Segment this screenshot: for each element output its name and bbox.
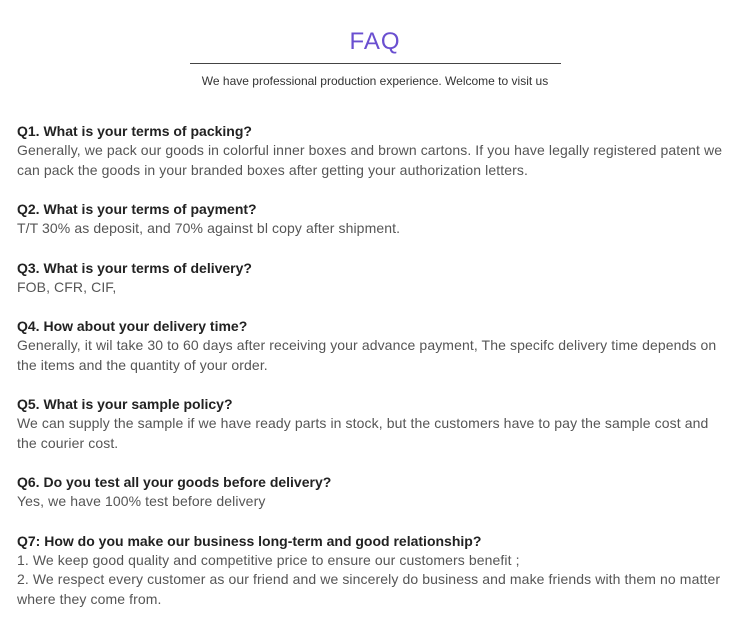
- faq-question: Q6. Do you test all your goods before delivery?: [17, 474, 332, 490]
- title-divider: [190, 63, 561, 64]
- page-subtitle: We have professional production experience. Welcome to visit us: [201, 74, 549, 88]
- faq-question: Q4. How about your delivery time?: [17, 318, 248, 334]
- faq-item-2: [17, 199, 732, 239]
- faq-item-3: [17, 258, 732, 298]
- faq-question: Q2. What is your terms of payment?: [17, 201, 257, 217]
- faq-answer-line: 2. We respect every customer as our friend and we sincerely do business and make friends with them no matter where they come from.: [17, 571, 721, 607]
- faq-answer-line: 1. We keep good quality and competitive price to ensure our customers benefit ;: [17, 551, 520, 568]
- faq-answer: Generally, we pack our goods in colorful inner boxes and brown cartons. If you have legally registered patent we can pack the goods in your branded boxes after getting your authorization letters.: [17, 142, 723, 178]
- faq-question: Q5. What is your sample policy?: [17, 396, 233, 412]
- faq-question: Q7: How do you make our business long-term and good relationship?: [17, 532, 482, 549]
- faq-item-6: [17, 472, 732, 512]
- faq-answer: Yes, we have 100% test before delivery: [17, 493, 266, 509]
- faq-question: Q1. What is your terms of packing?: [17, 123, 252, 139]
- page-title: FAQ: [349, 28, 401, 55]
- faq-answer: FOB, CFR, CIF,: [17, 278, 117, 295]
- faq-answer: Generally, it wil take 30 to 60 days after receiving your advance payment, The specifc delivery time depends on the items and the quantity of your order.: [17, 337, 717, 373]
- faq-item-7: [17, 531, 732, 610]
- faq-answer: We can supply the sample if we have ready parts in stock, but the customers have to pay the sample cost and the courier cost.: [17, 415, 709, 451]
- faq-answer: T/T 30% as deposit, and 70% against bl copy after shipment.: [17, 220, 401, 236]
- faq-item-4: [17, 316, 732, 375]
- faq-question: Q3. What is your terms of delivery?: [17, 259, 252, 276]
- faq-item-5: [17, 394, 732, 453]
- faq-list: [17, 121, 732, 628]
- faq-item-1: [17, 121, 732, 180]
